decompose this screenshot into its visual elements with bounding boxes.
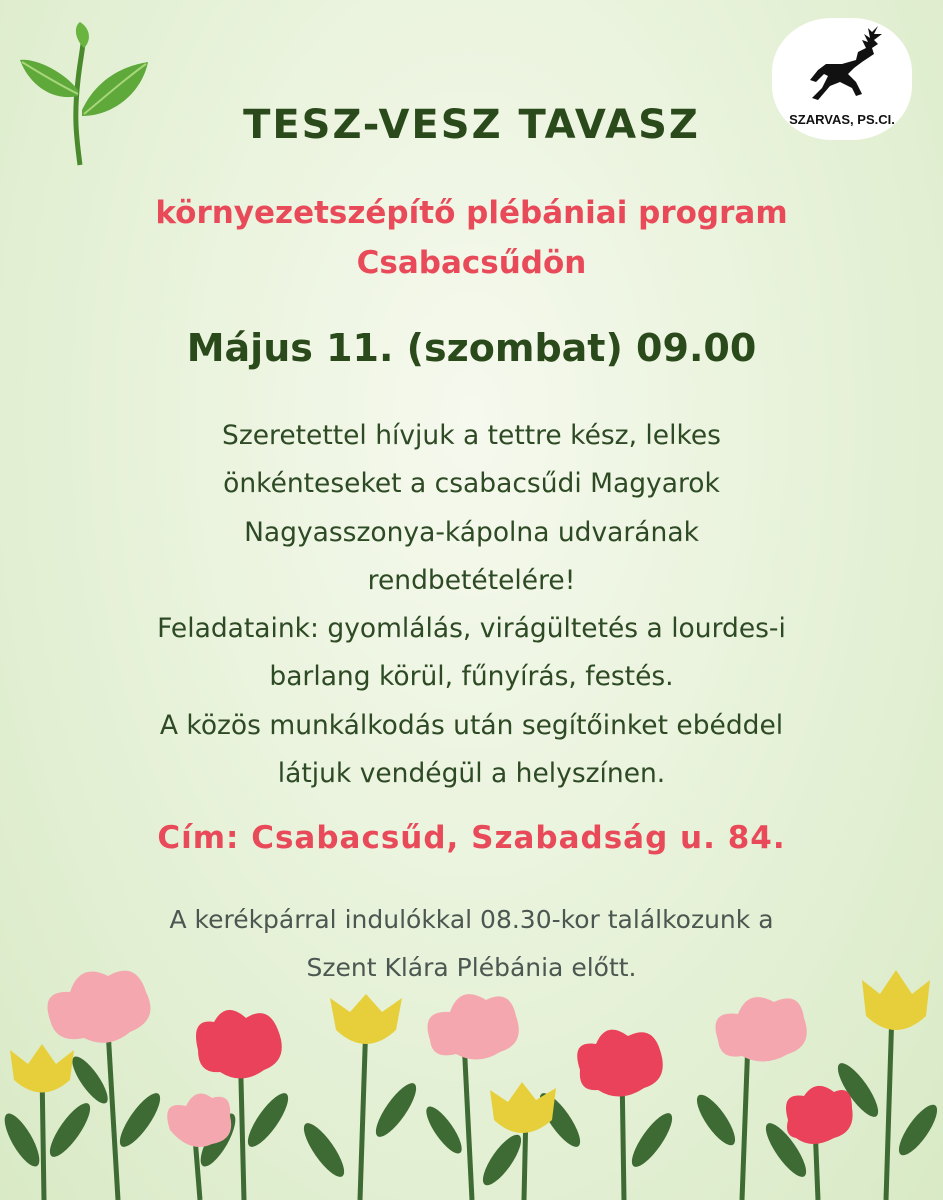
description-line: látjuk vendégül a helyszínen. bbox=[277, 758, 666, 790]
note-line: Szent Klára Plébánia előtt. bbox=[306, 953, 637, 982]
description-line: A közös munkálkodás után segítőinket ebéddel bbox=[159, 709, 784, 741]
note-line: A kerékpárral indulókkal 08.30-kor találkozunk a bbox=[169, 905, 774, 934]
event-address: Cím: Csabacsűd, Szabadság u. 84. bbox=[157, 820, 786, 856]
event-date: Május 11. (szombat) 09.00 bbox=[186, 326, 757, 370]
description-line: Szeretettel hívjuk a tettre kész, lelkes bbox=[222, 420, 721, 451]
description-line: Feladataink: gyomlálás, virágültetés a lourdes-i bbox=[157, 613, 786, 645]
logo-text: SZARVAS, PS.CI. bbox=[789, 112, 895, 127]
description-line: önkénteseket a csabacsűdi Magyarok bbox=[223, 468, 720, 500]
description-line: Nagyasszonya-kápolna udvarának bbox=[244, 516, 699, 548]
subtitle-line: Csabacsűdön bbox=[356, 245, 587, 281]
event-title: TESZ-VESZ TAVASZ bbox=[243, 102, 700, 148]
deer-icon bbox=[798, 24, 888, 108]
description bbox=[60, 412, 883, 798]
description-line: rendbetételére! bbox=[367, 564, 576, 596]
event-subtitle bbox=[0, 188, 943, 288]
description-line: barlang körül, fűnyírás, festés. bbox=[269, 661, 674, 693]
flowers-decoration bbox=[0, 940, 943, 1200]
subtitle-line: környezetszépítő plébániai program bbox=[155, 195, 788, 231]
